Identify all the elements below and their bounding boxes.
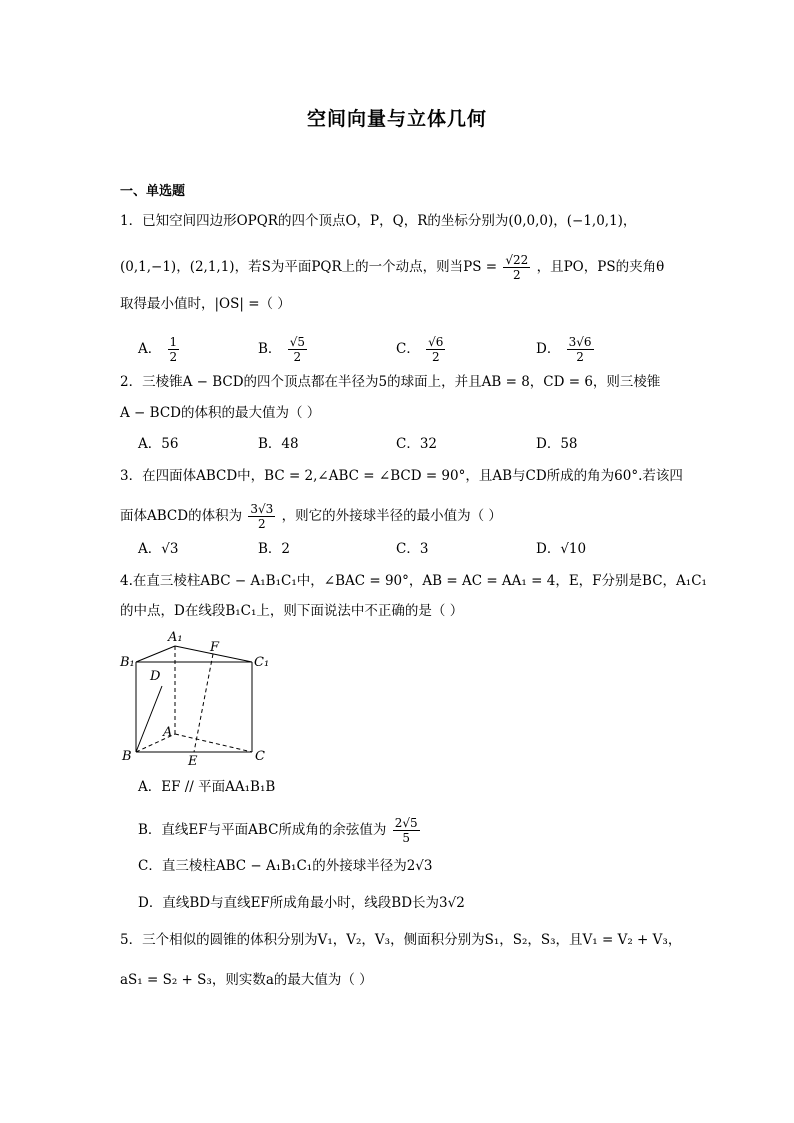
q4-option-b-fraction bbox=[393, 816, 420, 845]
q3-option-b: B．2 bbox=[258, 541, 291, 557]
q2-option-a: A．56 bbox=[138, 436, 179, 452]
label-b: B bbox=[122, 749, 132, 764]
q2-line-2: A − BCD的体积的最大值为（ ） bbox=[120, 405, 321, 421]
q2-line-1: 2．三棱锥A − BCD的四个顶点都在半径为5的球面上，并且AB = 8，CD = 6，则三棱锥 bbox=[120, 374, 661, 390]
q4-option-a: A．EF // 平面AA₁B₁B bbox=[138, 779, 276, 795]
q4-option-b bbox=[138, 816, 422, 845]
q1-option-c-fraction bbox=[426, 335, 445, 364]
section-heading: 一、单选题 bbox=[120, 184, 186, 199]
q1-option-c-num: √6 bbox=[428, 335, 444, 349]
q1-option-b bbox=[258, 335, 309, 364]
q3-volume-denominator: 2 bbox=[258, 517, 266, 531]
q1-option-a-label: A． bbox=[138, 341, 162, 357]
q3-option-d: D．√10 bbox=[536, 541, 587, 557]
q1-option-a bbox=[138, 335, 181, 364]
q1-line-2-a: (0,1,−1)，(2,1,1)，若S为平面PQR上的一个动点，则当PS = bbox=[120, 259, 498, 275]
q3-option-a: A．√3 bbox=[138, 541, 179, 557]
edge-b1-a1 bbox=[136, 646, 175, 662]
q4-option-d: D．直线BD与直线EF所成角最小时，线段BD长为3√2 bbox=[138, 895, 465, 911]
label-c1: C₁ bbox=[254, 655, 270, 670]
q1-option-a-num: 1 bbox=[169, 335, 178, 349]
q1-option-d-label: D． bbox=[536, 341, 561, 357]
q3-line-2-a: 面体ABCD的体积为 bbox=[120, 508, 243, 524]
label-b1: B₁ bbox=[120, 655, 135, 670]
q1-option-d-fraction bbox=[567, 335, 594, 364]
q1-option-c-label: C． bbox=[396, 341, 420, 357]
q1-option-a-den: 2 bbox=[169, 350, 178, 364]
q2-option-c: C．32 bbox=[396, 436, 438, 452]
label-a: A bbox=[163, 725, 173, 740]
q1-option-d-num: 3√6 bbox=[568, 335, 592, 349]
q1-line-3: 取得最小值时，|OS| =（ ） bbox=[120, 296, 291, 312]
q4-option-b-den: 5 bbox=[402, 831, 410, 845]
q4-option-c: C．直三棱柱ABC − A₁B₁C₁的外接球半径为2√3 bbox=[138, 858, 433, 874]
q1-option-c bbox=[396, 335, 447, 364]
q3-line-2 bbox=[120, 502, 502, 531]
prism-figure bbox=[118, 628, 278, 766]
q4-option-b-num: 2√5 bbox=[394, 816, 418, 830]
q1-line-2-b: ，且PO，PS的夹角θ bbox=[536, 259, 665, 275]
label-a1: A₁ bbox=[168, 630, 183, 645]
label-f: F bbox=[210, 640, 220, 655]
q1-option-b-den: 2 bbox=[293, 350, 302, 364]
q1-ps-numerator: √22 bbox=[505, 253, 529, 267]
q5-line-1: 5．三个相似的圆锥的体积分别为V₁，V₂，V₃，侧面积分别为S₁，S₂，S₃，且V₁ = V₂ + V₃， bbox=[120, 932, 682, 948]
q2-option-b: B．48 bbox=[258, 436, 299, 452]
q1-line-2 bbox=[120, 253, 664, 282]
edge-a-c bbox=[175, 734, 252, 752]
q5-line-2: aS₁ = S₂ + S₃，则实数a的最大值为（ ） bbox=[120, 972, 373, 988]
label-e: E bbox=[188, 754, 198, 766]
q3-line-2-b: ，则它的外接球半径的最小值为（ ） bbox=[281, 508, 502, 524]
q4-line-1: 4.在直三棱柱ABC − A₁B₁C₁中，∠BAC = 90°，AB = AC = AA₁ = 4，E，F分别是BC，A₁C₁ bbox=[120, 573, 707, 589]
q1-option-a-fraction bbox=[168, 335, 180, 364]
q1-option-b-label: B． bbox=[258, 341, 282, 357]
q1-ps-fraction bbox=[503, 253, 530, 282]
q1-ps-denominator: 2 bbox=[513, 268, 521, 282]
q1-option-d bbox=[536, 335, 596, 364]
label-c: C bbox=[255, 749, 265, 764]
page-title: 空间向量与立体几何 bbox=[306, 108, 487, 130]
q3-option-c: C．3 bbox=[396, 541, 429, 557]
q4-option-b-text: B．直线EF与平面ABC所成角的余弦值为 bbox=[138, 822, 387, 838]
label-d: D bbox=[150, 669, 161, 684]
q3-volume-fraction bbox=[248, 502, 275, 531]
q1-option-c-den: 2 bbox=[431, 350, 440, 364]
q4-line-2: 的中点，D在线段B₁C₁上，则下面说法中不正确的是（ ） bbox=[120, 603, 464, 619]
q1-option-b-fraction bbox=[288, 335, 307, 364]
q3-line-1: 3．在四面体ABCD中，BC = 2,∠ABC = ∠BCD = 90°，且AB与CD所成的角为60°.若该四 bbox=[120, 468, 683, 484]
segment-ef bbox=[194, 654, 213, 752]
q1-option-b-num: √5 bbox=[289, 335, 305, 349]
q1-option-d-den: 2 bbox=[576, 350, 584, 364]
q1-line-1: 1．已知空间四边形OPQR的四个顶点O，P，Q，R的坐标分别为(0,0,0)，(−1,0,1)， bbox=[120, 213, 637, 229]
q2-option-d: D．58 bbox=[536, 436, 578, 452]
q3-volume-numerator: 3√3 bbox=[250, 502, 274, 516]
